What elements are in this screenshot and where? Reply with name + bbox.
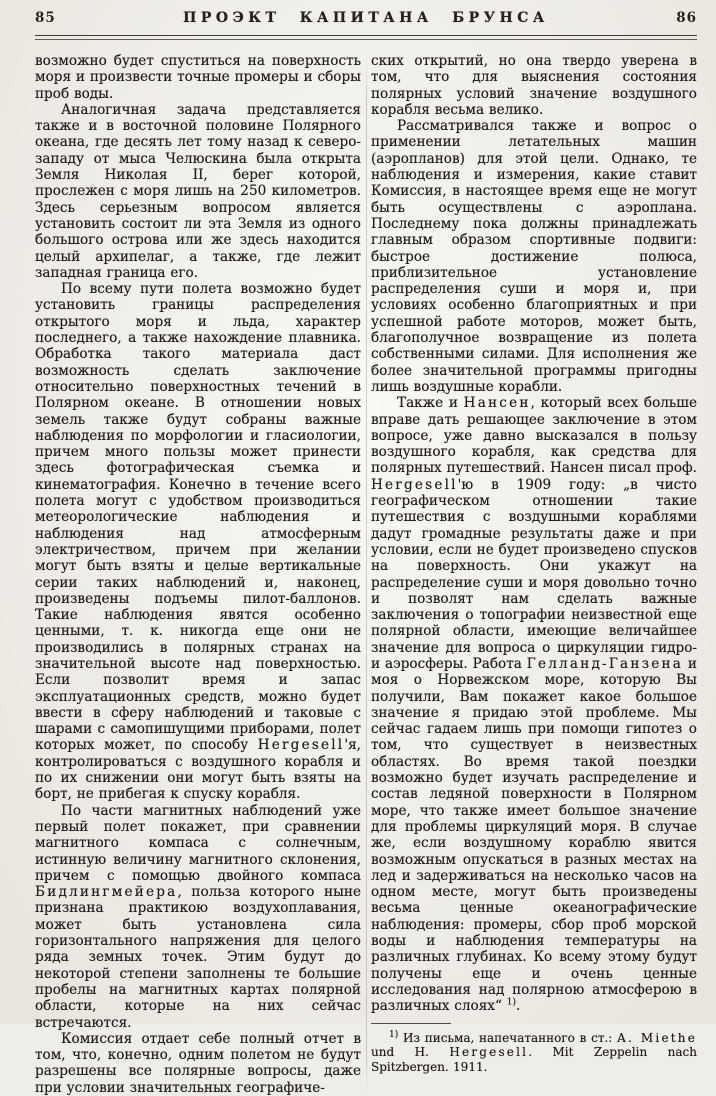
text-run: und H.	[371, 1045, 450, 1060]
text-run: . Mit Zeppelin nach Spitzbergen. 1911.	[371, 1045, 697, 1074]
footnote-ref: 1)	[389, 1029, 399, 1040]
paragraph	[371, 53, 697, 118]
text-run: Также и	[397, 395, 464, 412]
footnote-ref: 1)	[506, 997, 516, 1008]
text-run: Гелланд-Ганзена	[526, 655, 684, 672]
text-run: Аналогичная задача представляется также и в восточной половине Полярного океана, где десять лет тому назад к северо-западу от мыса Челюскина была открыта Земля Николая II, берег которой, прослежен с моря лишь на 250 километров. Здесь серьезным вопросом является установить состоит ли эта Земля из одного большого острова или же здесь находится целый архипелаг, а также, где лежит западная граница его.	[35, 101, 361, 281]
text-run: ских открытий, но она твердо уверена в том, что для выяснения состояния полярных условий значение воздушного корабля весьма велико.	[371, 53, 697, 118]
text-run: Рассматривался также и вопрос о применении летательных машин (аэропланов) для этой цели. Однако, те наблюдения и измерения, какие ставит Комиссия, в настоящее время еще не могут быть осуществлены с аэроплана. Последнему пока должны принадлежать главным образом спортивные подвиги: быстрое достижение полюса, приблизительное установление распределения суши и моря и, при условиях особенно благоприятных и при успешной работе моторов, может быть, благополучное возвращение из полета собственными силами. Для исполнения же более значительной программы пригодны лишь воздушные корабли.	[371, 118, 697, 395]
paragraph	[371, 395, 697, 1014]
page-header	[35, 10, 697, 32]
text-run: Бидлингмейера	[35, 884, 178, 901]
column-divider	[366, 55, 367, 1096]
text-run: и моя о Норвежском море, которую Вы получили, Вам покажет какое большое значение я придаю этой проблеме. Мы сейчас гадаем лишь при помощи гипотез о том, что существует в неизвестных областях. Во время такой поездки возможно будет изучать распределение и состав ледяной поверхности в Полярном море, что также имеет большое значение для проблемы циркуляций моря. В случае же, если воздушному кораблю явится возможным опускаться в разных местах на лед и задерживаться на несколько часов на одном месте, могут быть произведены весьма ценные океанографические наблюдения: промеры, сбор проб морской воды и наблюдения температуры на различных глубинах. Ко всему этому будут получены еще и очень ценные исследования над полярною атмосферою в различных слоях“	[371, 655, 697, 1015]
text-run: По всему пути полета возможно будет установить границы распределения открытого моря и льда, характер последнего, а также нахождение плавника. Обработка такого материала даст возможность сделать заключение относительно поверхностных течений в Полярном океане. В отношении новых земель также будут собраны важные наблюдения по морфологии и гласиологии, причем много пользы может принести здесь фотографическая съемка и кинематография. Конечно в течение всего полета могут с удобством производиться метеорологические наблюдения и наблюдения над атмосферным электричеством, причем при желании могут быть взяты и целые вертикальные серии таких наблюдений и, наконец, произведены подъемы пилот-баллонов. Такие наблюдения явятся особенно ценными, т. к. никогда еще они не производились в полярных странах на значительной высоте над поверхностью. Если позволит время и запас эксплуатационных средств, можно будет ввести в сферу наблюдений и таковые с шарами с самопишущими приборами, полет которых может, по способу	[35, 281, 361, 754]
text-run: .	[515, 998, 521, 1015]
text-run: A. Miethe	[617, 1030, 697, 1045]
page-title: ПРОЭКТ КАПИТАНА БРУНСА	[183, 10, 549, 26]
text-run: Hergesell	[371, 476, 458, 493]
footnote	[371, 1031, 697, 1075]
paragraph	[371, 118, 697, 395]
header-rule	[35, 35, 697, 40]
text-columns	[35, 53, 697, 1096]
text-run: , который всех больше вправе дать решающее заключение в этом вопросе, уже давно высказался в пользу воздушного корабля, как средства для полярных путешествий. Нансен писал проф.	[371, 395, 697, 477]
page-number-left: 85	[35, 10, 56, 26]
right-column-text	[371, 53, 697, 1015]
text-run: Hergesell	[257, 737, 345, 754]
paragraph	[35, 1031, 361, 1096]
paragraph	[35, 102, 361, 281]
paragraph	[35, 281, 361, 803]
text-run: возможно будет спуститься на поверхность моря и произвести точные промеры и сборы проб воды.	[35, 53, 361, 102]
paragraph	[371, 1031, 697, 1075]
text-run: Из письма, напечатанного в ст.:	[398, 1030, 618, 1045]
text-run: , польза которого ныне признана практикою воздухоплавания, может быть установлена сила горизонтального напряжения для целого ряда земных точек. Этим будут до некоторой степени заполнены те большие пробелы на магнитных картах полярной области, которые на них сейчас встречаются.	[35, 884, 361, 1031]
page-number-right: 86	[676, 10, 697, 26]
text-run: Hergesell	[449, 1045, 529, 1060]
text-run: 'я, контролироваться с воздушного корабля и по их снижении они могут быть взяты на борт, не прибегая к спуску корабля.	[35, 737, 361, 803]
paragraph	[35, 803, 361, 1031]
text-run: Комиссия отдает себе полный отчет в том, что, конечно, одним полетом не будут разрешены все полярные вопросы, даже при условии значительных географиче-	[35, 1030, 361, 1096]
left-column	[35, 53, 361, 1096]
text-run: 'ю в 1909 году: „в чисто географическом отношении такие путешествия с воздушными кораблями дадут громадные результаты даже и при условии, если не будет произведено спусков на поверхность. Они укажут на распределение суши и моря довольно точно и позволят нам сделать важные заключения о топографии неизвестной еще полярной области, имеющие величайшее значение для вопроса о циркуляции гидро- и аэросферы. Работа	[371, 476, 697, 672]
text-run: Нансен	[463, 395, 531, 412]
text-run: По части магнитных наблюдений уже первый полет покажет, при сравнении магнитного компаса с солнечным, истинную величину магнитного склонения, причем с помощью двойного компаса	[35, 802, 361, 884]
right-column	[371, 53, 697, 1096]
paragraph	[35, 53, 361, 102]
footnote-rule	[371, 1023, 451, 1024]
